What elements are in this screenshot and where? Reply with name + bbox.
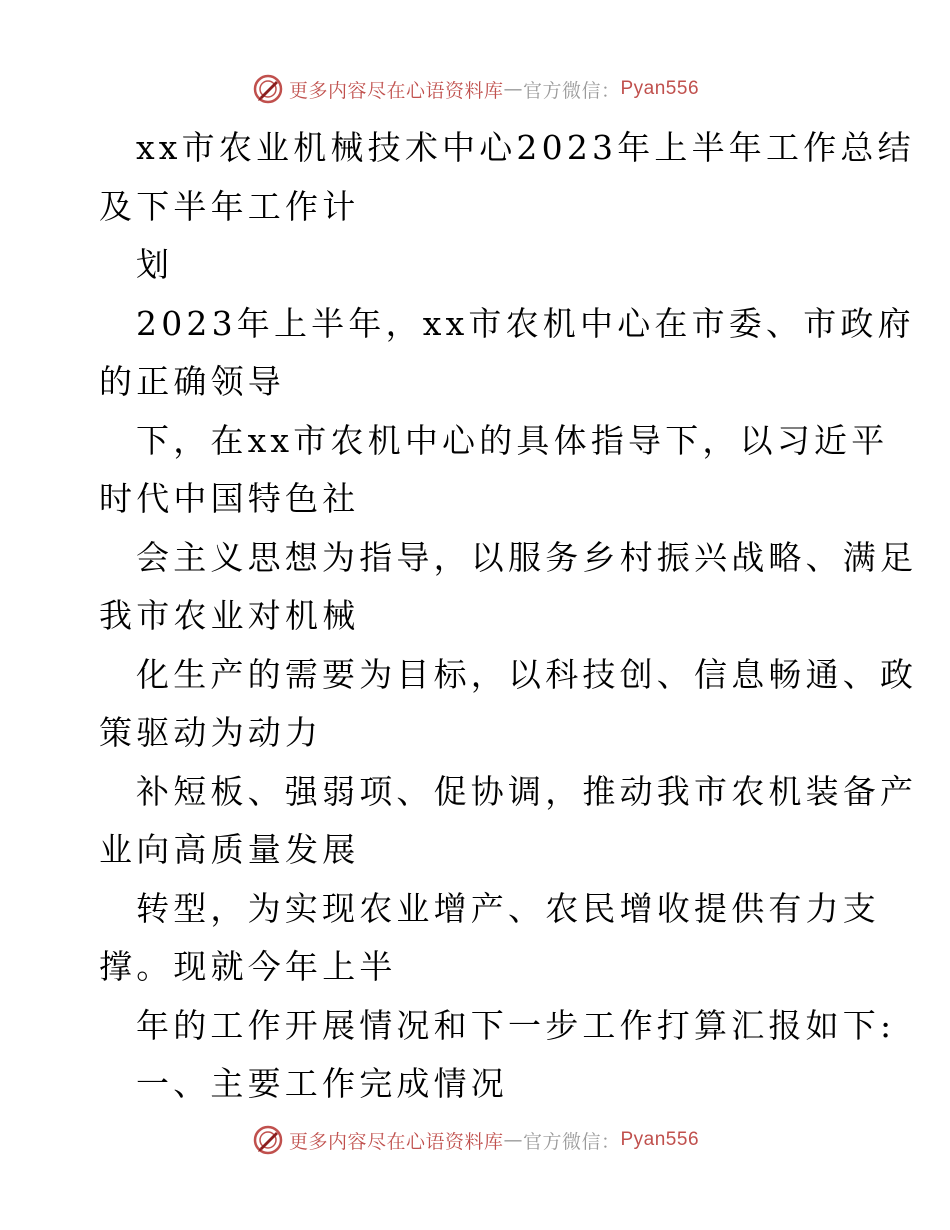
document-title-line-2: 及下半年工作计 bbox=[99, 187, 360, 226]
pen-circle-logo-icon bbox=[251, 1123, 285, 1157]
paragraph-line: 时代中国特色社 bbox=[99, 479, 360, 518]
paragraph-line: 的正确领导 bbox=[99, 362, 285, 401]
paragraph-line: 撑。现就今年上半 bbox=[99, 947, 397, 986]
watermark-contact: Pyan556 bbox=[620, 78, 700, 99]
document-title-line-1: xx市农业机械技术中心2023年上半年工作总结 bbox=[136, 128, 915, 167]
paragraph-line: 年的工作开展情况和下一步工作打算汇报如下: bbox=[136, 1006, 896, 1045]
paragraph-line: 转型，为实现农业增产、农民增收提供有力支 bbox=[136, 889, 880, 928]
paragraph-line: 策驱动为动力 bbox=[99, 713, 323, 752]
document-title-line-3: 划 bbox=[136, 245, 174, 284]
watermark-main-text: 更多内容尽在心语资料库 bbox=[288, 1130, 504, 1153]
paragraph-line: 2023年上半年，xx市农机中心在市委、市政府 bbox=[136, 304, 915, 343]
watermark-main-text: 更多内容尽在心语资料库 bbox=[288, 79, 504, 102]
paragraph-line: 补短板、强弱项、促协调，推动我市农机装备产 bbox=[136, 772, 918, 811]
watermark-separator: — bbox=[503, 1129, 523, 1151]
paragraph-line: 会主义思想为指导，以服务乡村振兴战略、满足 bbox=[136, 538, 918, 577]
watermark-separator: — bbox=[503, 78, 523, 100]
footer-watermark bbox=[0, 1122, 950, 1158]
section-heading: 一、主要工作完成情况 bbox=[136, 1064, 508, 1103]
watermark-contact: Pyan556 bbox=[620, 1129, 700, 1150]
paragraph-line: 我市农业对机械 bbox=[99, 596, 360, 635]
paragraph-line: 业向高质量发展 bbox=[99, 830, 360, 869]
watermark-contact-label: 官方微信： bbox=[522, 1130, 621, 1153]
paragraph-line: 下，在xx市农机中心的具体指导下，以习近平 bbox=[136, 421, 889, 460]
watermark-contact-label: 官方微信： bbox=[522, 79, 621, 102]
paragraph-line: 化生产的需要为目标，以科技创、信息畅通、政 bbox=[136, 655, 918, 694]
